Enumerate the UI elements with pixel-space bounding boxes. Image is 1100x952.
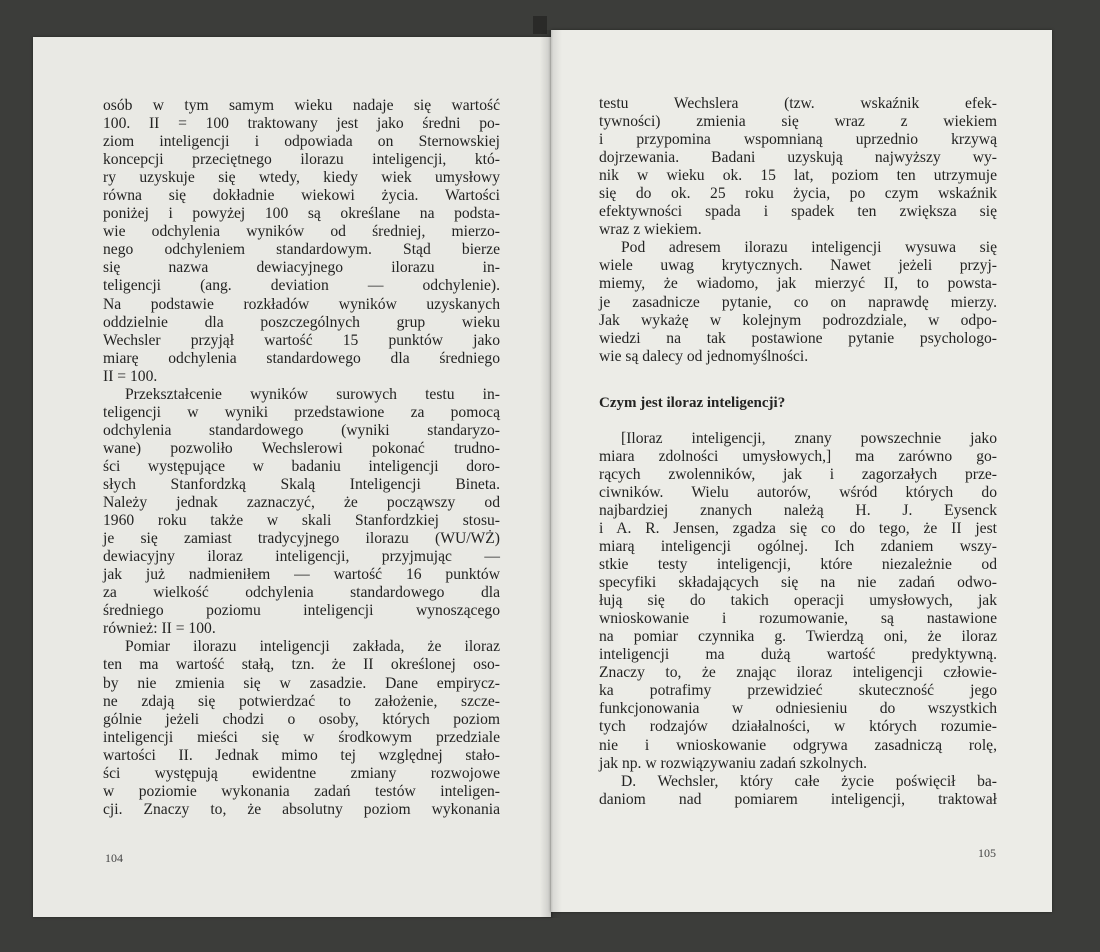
text-line: się do ok. 25 roku życia, po czym wskaźnik — [599, 185, 997, 203]
text-line: je zasadnicze pytanie, co on naprawdę mierzy. — [599, 293, 997, 311]
text-line: tych rodzajów działalności, w których rozumie- — [599, 718, 997, 736]
text-line: koncepcji przeciętnego ilorazu inteligencji, któ- — [103, 151, 500, 169]
text-line: efektywności spada i spadek ten zwiększa się — [599, 203, 997, 221]
left-page — [33, 37, 551, 917]
text-line: Pomiar ilorazu inteligencji zakłada, że iloraz — [125, 638, 500, 656]
text-line: na pomiar czynnika g. Twierdzą oni, że iloraz — [599, 628, 997, 646]
text-line: miemy, że wiadomo, jak mierzyć II, to powsta- — [599, 275, 997, 293]
text-line: w poziomie wykonania zadań testów inteligen- — [103, 782, 500, 800]
text-line: również: II = 100. — [103, 620, 216, 638]
text-line: ści występujące w badaniu inteligencji doro- — [103, 457, 500, 475]
text-line: wiele uwag krytycznych. Nawet jeżeli przyj- — [599, 257, 997, 275]
text-line: ciwników. Wielu autorów, wśród których do — [599, 483, 997, 501]
right-page-number: 105 — [978, 846, 996, 860]
text-line: osób w tym samym wieku nadaje się wartość — [103, 97, 500, 114]
text-line: cji. Znaczy to, że absolutny poziom wykonania — [103, 800, 500, 818]
left-page-number: 104 — [105, 851, 123, 865]
text-line: teligencji (ang. deviation — odchylenie). — [103, 277, 500, 295]
text-line: ne zdają się potwierdzać to założenie, szcze- — [103, 692, 500, 710]
text-line: odchylenia standardowego (wyniki standaryzo- — [103, 421, 500, 439]
text-line: nego odchyleniem standardowym. Stąd bierze — [103, 241, 500, 259]
text-line: ka potrafimy przewidzieć skuteczność jego — [599, 682, 997, 700]
text-line: stkie testy inteligencji, które niezależnie od — [599, 556, 997, 574]
text-line: testu Wechslera (tzw. wskaźnik efek- — [599, 95, 997, 112]
text-line: nie i wnioskowanie odgrywa zasadniczą rolę, — [599, 736, 997, 754]
text-line: wie odchylenia wyników od średniej, mierzo- — [103, 223, 500, 241]
text-line: je się zamiast tradycyjnego ilorazu (WU/WŻ) — [103, 530, 500, 548]
text-line: gólnie jeżeli chodzi o osoby, których poziom — [103, 710, 500, 728]
text-line: dewiacyjny iloraz inteligencji, przyjmując — — [103, 548, 500, 566]
text-line: i A. R. Jensen, zgadza się co do tego, że II jest — [599, 519, 997, 537]
text-line: ry uzyskuje się wtedy, kiedy wiek umysłowy — [103, 169, 500, 187]
text-line: D. Wechsler, który całe życie poświęcił ba- — [621, 772, 997, 790]
text-line: jak już nadmieniłem — wartość 16 punktów — [103, 566, 500, 584]
text-line: tywności) zmienia się wraz z wiekiem — [599, 113, 997, 131]
text-line: 1960 roku także w skali Stanfordzkiej stosu- — [103, 512, 500, 530]
text-line: poniżej i powyżej 100 są określane na podsta- — [103, 205, 500, 223]
text-line: inteligencji ma dużą wartość predyktywną. — [599, 646, 997, 664]
text-line: ziom inteligencji i odpowiada on Sternowskiej — [103, 133, 500, 151]
text-line: Jak wykażę w kolejnym podrozdziale, w odpo- — [599, 311, 997, 329]
text-line: miarą inteligencji ogólnej. Ich zdaniem wszy- — [599, 537, 997, 555]
text-line: daniom nad pomiarem inteligencji, traktował — [599, 790, 997, 808]
right-page-text-before-heading — [599, 95, 997, 366]
text-line: najbardziej znanych należą H. J. Eysenck — [599, 501, 997, 519]
text-line: się nazwa dewiacyjnego ilorazu in- — [103, 259, 500, 277]
text-line: wnioskowanie i rozumowanie, są nastawione — [599, 610, 997, 628]
right-page-text-after-heading — [599, 430, 997, 809]
text-line: ten ma wartość stałą, tzn. że II określonej oso- — [103, 656, 500, 674]
text-line: 100. II = 100 traktowany jest jako średni po- — [103, 115, 500, 133]
heading-spacer — [599, 412, 997, 430]
text-line: Na podstawie rozkładów wyników uzyskanych — [103, 295, 500, 313]
text-line: miarę odchylenia standardowego dla średniego — [103, 349, 500, 367]
text-line: jak np. w rozwiązywaniu zadań szkolnych. — [599, 754, 868, 772]
text-line: równa się dokładnie wiekowi życia. Wartości — [103, 187, 500, 205]
left-page-text — [103, 97, 500, 819]
text-line: Wechsler przyjął wartość 15 punktów jako — [103, 331, 500, 349]
text-line: nik w wieku ok. 15 lat, poziom ten utrzymuje — [599, 167, 997, 185]
text-line: [Iloraz inteligencji, znany powszechnie jako — [621, 429, 997, 447]
section-heading: Czym jest iloraz inteligencji? — [599, 394, 786, 411]
text-line: Znaczy to, że znając iloraz inteligencji człowie- — [599, 664, 997, 682]
text-line: teligencji w wyniki przedstawione za pomocą — [103, 403, 500, 421]
text-line: Należy jednak zaznaczyć, że począwszy od — [103, 494, 500, 512]
text-line: specyfiki składających się na nie zadań odwo- — [599, 574, 997, 592]
text-line: Pod adresem ilorazu inteligencji wysuwa się — [621, 239, 997, 257]
right-page-text — [599, 95, 997, 809]
right-page — [551, 30, 1052, 912]
text-line: oddzielnie dla poszczególnych grup wieku — [103, 313, 500, 331]
text-line: wane) pozwoliło Wechslerowi pokonać trudno- — [103, 439, 500, 457]
text-line: za wielkość odchylenia standardowego dla — [103, 584, 500, 602]
text-line: miara zdolności umysłowych,] ma zarówno go- — [599, 447, 997, 465]
text-line: średniego poziomu inteligencji wynoszącego — [103, 602, 500, 620]
text-line: inteligencji mieści się w środkowym przedziale — [103, 728, 500, 746]
text-line: ści występują ewidentne zmiany rozwojowe — [103, 764, 500, 782]
text-line: dojrzewania. Badani uzyskują najwyższy wy- — [599, 149, 997, 167]
text-line: i przypomina wspomnianą uprzednio krzywą — [599, 131, 997, 149]
text-line: wiedzi na tak postawione pytanie psychologo- — [599, 329, 997, 347]
text-line: by nie zmienia się w zasadzie. Dane empirycz- — [103, 674, 500, 692]
heading-spacer — [599, 366, 997, 394]
text-line: II = 100. — [103, 367, 158, 385]
text-line: rących zwolenników, jak i zagorzałych prze- — [599, 465, 997, 483]
book-spine — [533, 16, 547, 34]
text-line: Przekształcenie wyników surowych testu in- — [125, 385, 500, 403]
text-line: wraz z wiekiem. — [599, 221, 702, 239]
text-line: wartości II. Jednak mimo tej względnej stało- — [103, 746, 500, 764]
text-line: słych Stanfordzką Skalą Inteligencji Bineta. — [103, 475, 500, 493]
text-line: łują się do takich operacji umysłowych, jak — [599, 592, 997, 610]
text-line: funkcjonowania w odniesieniu do wszystkich — [599, 700, 997, 718]
text-line: wie są dalecy od jednomyślności. — [599, 347, 809, 365]
